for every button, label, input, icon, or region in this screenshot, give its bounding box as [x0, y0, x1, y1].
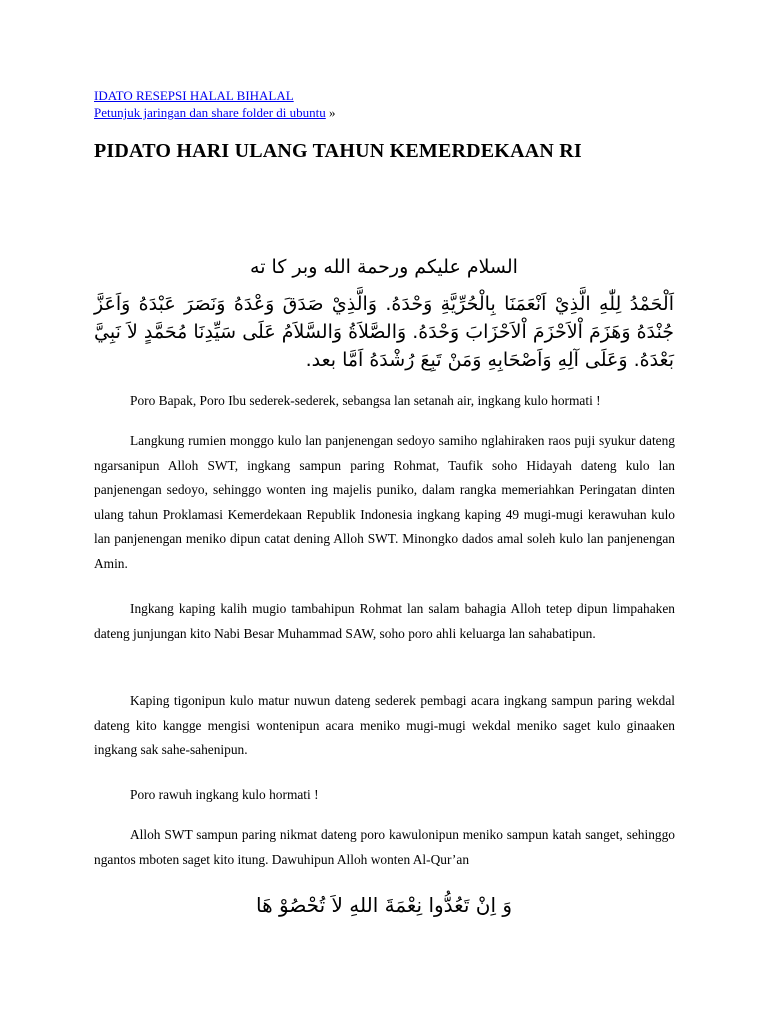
next-arrow: »	[329, 105, 336, 120]
paragraph-3: Ingkang kaping kalih mugio tambahipun Rohmat lan salam bahagia Alloh tetep dipun limpahaken dateng junjungan kito Nabi Besar Muhammad SAW, soho poro ahli keluarga lan sahabatipun.	[94, 601, 675, 641]
arabic-salam: السلام عليكم ورحمة الله وبر كا ته	[250, 256, 518, 278]
paragraph-6: Alloh SWT sampun paring nikmat dateng poro kawulonipun meniko sampun katah sanget, sehinggo ngantos mboten saget kito itung. Dawuhipun Alloh wonten Al-Qur’an	[94, 827, 675, 867]
paragraph-2: Langkung rumien monggo kulo lan panjenengan sedoyo samiho nglahiraken raos puji syukur dateng ngarsanipun Alloh SWT, ingkang sampun paring Rohmat, Taufik soho Hidayah dateng kulo lan panjenengan sedoyo, sehinggo wonten ing majelis puniko, dalam rangka memeriahkan Peringatan dinten ulang tahun Proklamasi Kemerdekaan Republik Indonesia ingkang kaping 49 mugi-mugi kerawuhan kulo lan panjenengan meniko dipun catat dening Alloh SWT. Minongko dados amal soleh kulo lan panjenengan Amin.	[94, 433, 675, 571]
arabic-opening: اَلْحَمْدُ لِلّٰهِ الَّذِيْ اَنْعَمَنَا بِالْحُرِّيَّةِ وَحْدَهُ. وَالَّذِيْ صَدَقَ وَعْدَهُ وَنَصَرَ عَبْدَهُ وَاَعَزَّ جُنْدَهُ وَهَزَمَ اْلاَحْزَمَ اْلاَحْزَابَ وَحْدَهُ. وَالصَّلاَةُ وَالسَّلاَمُ عَلَى سَيِّدِنَا مُحَمَّدٍ لاَ نَبِيَّ بَعْدَهُ. وَعَلَى آلِهِ وَاَصْحَابِهِ وَمَنْ تَبِعَ رُشْدَهُ اَمَّا بعد.	[94, 293, 674, 371]
arabic-ayat: وَ اِنْ تَعُدُّوا نِعْمَةَ اللهِ لاَ تُحْصُوْ هَا	[255, 893, 513, 917]
next-post-link[interactable]: Petunjuk jaringan dan share folder di ubuntu	[94, 105, 326, 120]
paragraph-4: Kaping tigonipun kulo matur nuwun dateng sederek pembagi acara ingkang sampun paring wekdal dateng kito kangge mengisi wontenipun acara meniko mugi-mugi wekdal meniko saget kulo ginaaken ingkang sak sahe-sahenipun.	[94, 693, 675, 757]
post-navigation	[94, 87, 336, 121]
paragraph-1: Poro Bapak, Poro Ibu sederek-sederek, sebangsa lan setanah air, ingkang kulo hormati !	[130, 393, 601, 408]
previous-post-link[interactable]: IDATO RESEPSI HALAL BIHALAL	[94, 88, 294, 103]
page-title: PIDATO HARI ULANG TAHUN KEMERDEKAAN RI	[94, 140, 582, 162]
paragraph-5: Poro rawuh ingkang kulo hormati !	[130, 787, 319, 802]
